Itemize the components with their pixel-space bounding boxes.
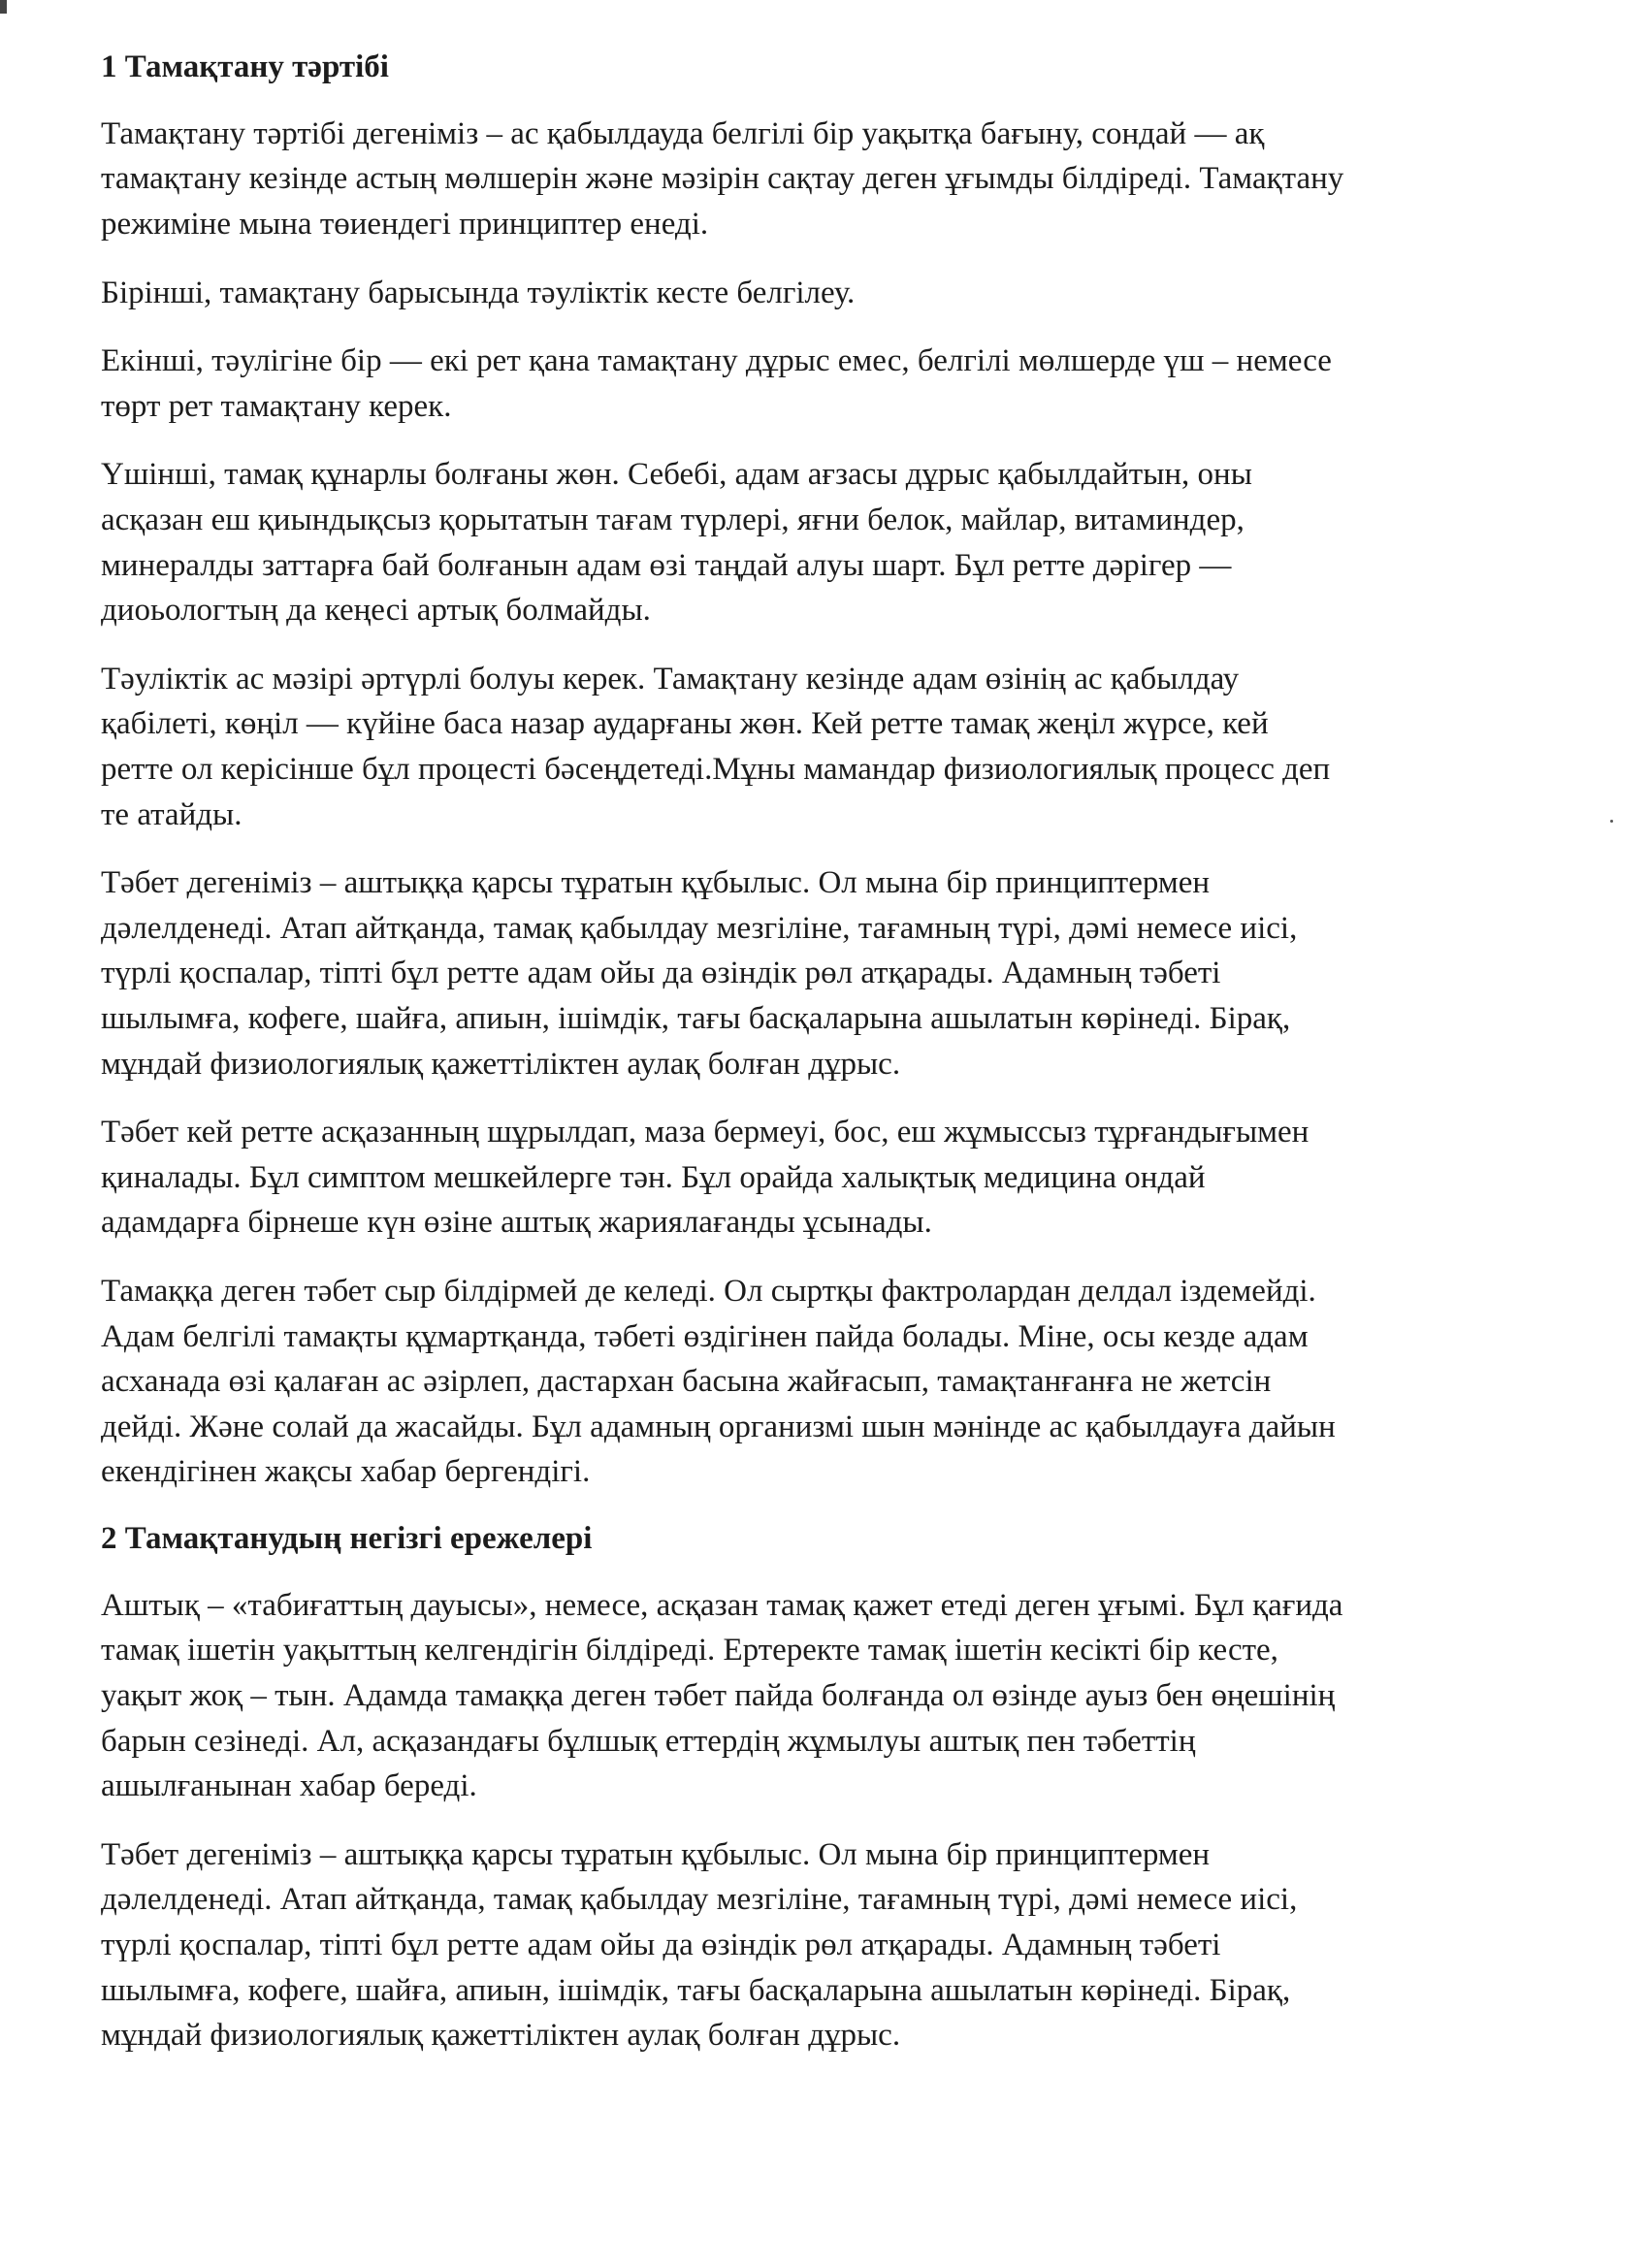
section-1-paragraph: Тәбет кей ретте асқазанның шұрылдап, маза бермеуі, бос, еш жұмыссыз тұрғандығымен қиналады. Бұл симптом мешкейлерге тән. Бұл орайда халықтық медицина ондай адамдарға бірнеше күн өзіне аштық жариялағанды ұсынады. <box>101 1115 1310 1241</box>
section-1-paragraph: Тәуліктік ас мәзірі әртүрлі болуы керек. Тамақтану кезінде адам өзінің ас қабылдау қабілеті, көңіл — күйіне баса назар аударғаны жөн. Кей ретте тамақ жеңіл жүрсе, кей ретте ол керісінше бұл процесті бәсеңдетеді.Мұны мамандар физиологиялық процесс деп те атайды. <box>101 661 1331 832</box>
document-page <box>101 47 1575 2082</box>
section-1-paragraph: Тамаққа деген тәбет сыр білдірмей де келеді. Ол сыртқы фактролардан делдал іздемейді. Адам белгілі тамақты құмартқанда, тәбеті өздігінен пайда болады. Міне, осы кезде адам асханада өзі қалаған ас әзірлеп, дастархан басына жайғасып, тамақтанғанға не жетсін дейді. Және солай да жасайды. Бұл адамның организмі шын мәнінде ас қабылдауға дайын екендігінен жақсы хабар бергендігі. <box>101 1273 1336 1490</box>
section-1-heading: 1 Тамақтану тәртібі <box>101 49 389 84</box>
section-1-paragraph: Тәбет дегеніміз – аштыққа қарсы тұратын құбылыс. Ол мына бір принциптермен дәлелденеді. Атап айтқанда, тамақ қабылдау мезгіліне, тағамның түрі, дәмі немесе иісі, түрлі қоспалар, тіпті бұл ретте адам ойы да өзіндік рөл атқарады. Адамның тәбеті шылымға, кофеге, шайға, апиын, ішімдік, тағы басқаларына ашылатын көрінеді. Бірақ, мұндай физиологиялық қажеттіліктен аулақ болған дұрыс. <box>101 865 1298 1082</box>
section-1-paragraph: Үшінші, тамақ құнарлы болғаны жөн. Себебі, адам ағзасы дұрыс қабылдайтын, оны асқазан еш қиындықсыз қорытатын тағам түрлері, яғни белок, майлар, витаминдер, минералды заттарға бай болғанын адам өзі таңдай алуы шарт. Бұл ретте дәрігер — диоьологтың да кеңесі артық болмайды. <box>101 457 1252 629</box>
section-1-paragraph: Тамақтану тәртібі дегеніміз – ас қабылдауда белгілі бір уақытқа бағыну, сондай — ақ тамақтану кезінде астың мөлшерін және мәзірін сақтау деген ұғымды білдіреді. Тамақтану режиміне мына төиендегі принциптер енеді. <box>101 115 1344 243</box>
scan-edge-mark <box>0 0 7 14</box>
section-1-paragraph: Екінші, тәулігіне бір — екі рет қана тамақтану дұрыс емес, белгілі мөлшерде үш – немесе төрт рет тамақтану керек. <box>101 343 1332 424</box>
section-2-heading: 2 Тамақтанудың негізгі ережелері <box>101 1520 593 1556</box>
section-2-paragraph: Тәбет дегеніміз – аштыққа қарсы тұратын құбылыс. Ол мына бір принциптермен дәлелденеді. Атап айтқанда, тамақ қабылдау мезгіліне, тағамның түрі, дәмі немесе иісі, түрлі қоспалар, тіпті бұл ретте адам ойы да өзіндік рөл атқарады. Адамның тәбеті шылымға, кофеге, шайға, апиын, ішімдік, тағы басқаларына ашылатын көрінеді. Бірақ, мұндай физиологиялық қажеттіліктен аулақ болған дұрыс. <box>101 1836 1298 2054</box>
section-2-paragraph: Аштық – «табиғаттың дауысы», немесе, асқазан тамақ қажет етеді деген ұғымі. Бұл қағида тамақ ішетін уақыттың келгендігін білдіреді. Ертеректе тамақ ішетін кесікті бір кесте, уақыт жоқ – тын. Адамда тамаққа деген тәбет пайда болғанда ол өзінде ауыз бен өңешінің барын сезінеді. Ал, асқазандағы бұлшық еттердің жұмылуы аштық пен тәбеттің ашылғанынан хабар береді. <box>101 1587 1343 1804</box>
scan-speck <box>1610 820 1613 823</box>
section-1-paragraph: Бірінші, тамақтану барысында тәуліктік кесте белгілеу. <box>101 275 856 310</box>
